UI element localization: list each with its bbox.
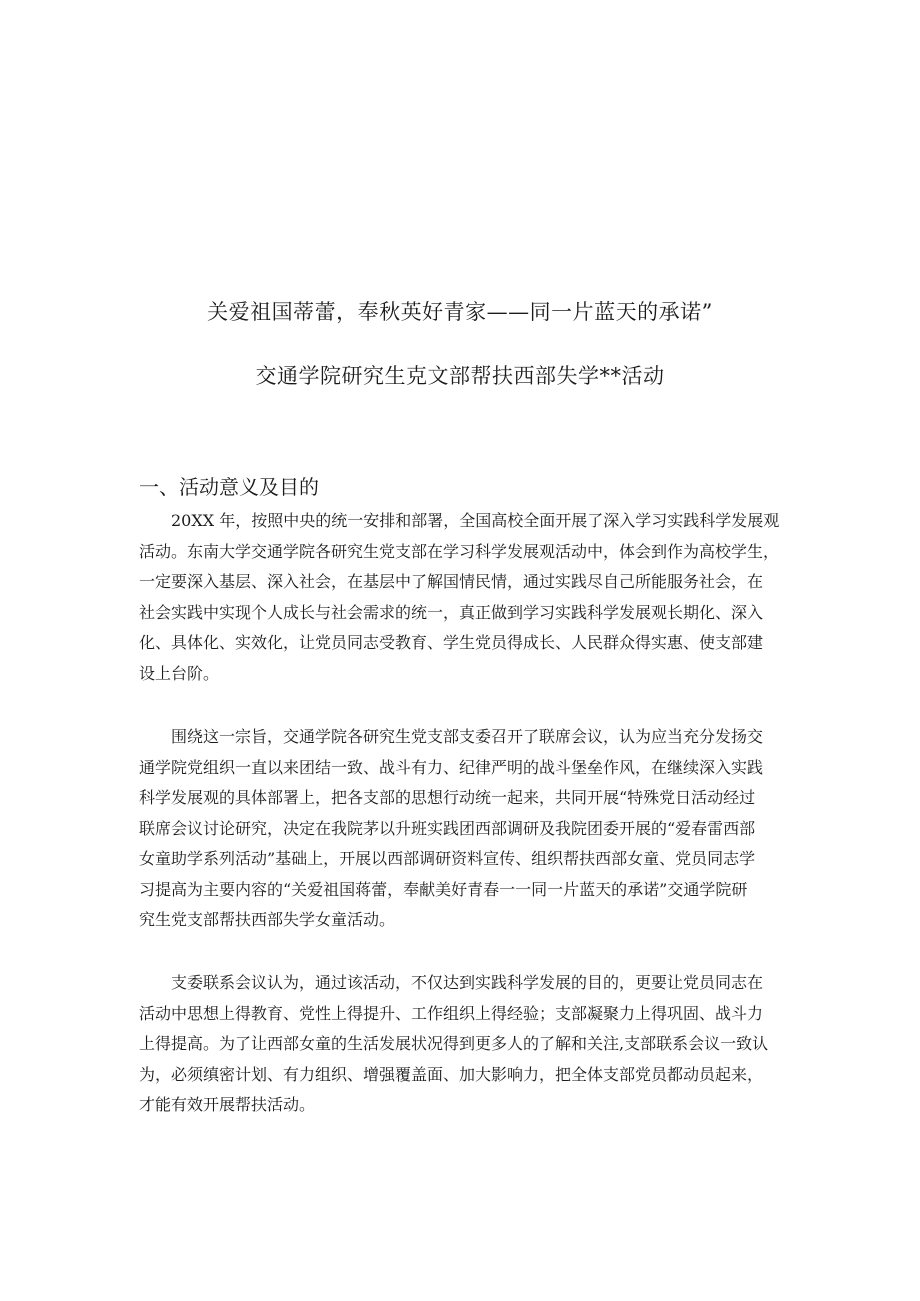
paragraph-line: 通学院党组织一直以来团结一致、战斗有力、纪律严明的战斗堡垒作风，在继续深入实践 bbox=[139, 757, 764, 777]
paragraph-line: 一定要深入基层、深入社会，在基层中了解国情民情，通过实践尽自己所能服务社会，在 bbox=[139, 572, 764, 591]
document-title-line-1: 关爱祖国蒂蕾，奉秋英好青家——同一片蓝天的承诺” bbox=[207, 300, 713, 324]
paragraph-line: 支委联系会议认为，通过该活动，不仅达到实践科学发展的目的，更要让党员同志在 bbox=[171, 973, 764, 992]
paragraph-line: 活动。东南大学交通学院各研究生党支部在学习科学发展观活动中，体会到作为高校学生， bbox=[139, 541, 780, 561]
paragraph-line: 上得提高。为了让西部女童的生活发展状况得到更多人的了解和关注,支部联系会议一致认 bbox=[139, 1034, 769, 1053]
paragraph-line: 习提高为主要内容的“关爱祖国蒋蕾，奉献美好青春一一同一片蓝天的承诺”交通学院研 bbox=[139, 879, 748, 899]
paragraph-line: 围绕这一宗旨，交通学院各研究生党支部支委召开了联席会议，认为应当充分发扬交 bbox=[171, 727, 764, 746]
document-title-line-2: 交通学院研究生克文部帮扶西部失学**活动 bbox=[255, 364, 665, 388]
paragraph-1 bbox=[139, 506, 805, 689]
paragraph-line: 女童助学系列活动”基础上，开展以西部调研资料宣传、组织帮扶西部女童、党员同志学 bbox=[139, 849, 756, 868]
paragraph-line: 社会实践中实现个人成长与社会需求的统一，真正做到学习实践科学发展观长期化、深入 bbox=[139, 602, 764, 622]
paragraph-line: 究生党支部帮扶西部失学女童活动。 bbox=[139, 910, 396, 929]
paragraph-line: 化、具体化、实效化，让党员同志受教育、学生党员得成长、人民群众得实惠、使支部建 bbox=[139, 633, 764, 652]
paragraph-line: 为，必须缜密计划、有力组织、增强覆盖面、加大影响力，把全体支部党员都动员起来， bbox=[139, 1064, 764, 1084]
paragraph-line: 联席会议讨论研究，决定在我院茅以升班实践团西部调研及我院团委开展的“爱春雷西部 bbox=[139, 818, 756, 838]
paragraph-line: 设上台阶。 bbox=[139, 663, 220, 683]
section-heading: 一、活动意义及目的 bbox=[139, 475, 319, 499]
paragraph-3 bbox=[139, 968, 805, 1121]
paragraph-line: 20XX 年，按照中央的统一安排和部署，全国高校全面开展了深入学习实践科学发展观 bbox=[171, 511, 780, 530]
paragraph-line: 科学发展观的具体部署上，把各支部的思想行动统一起来，共同开展“特殊党日活动经过 bbox=[139, 788, 756, 807]
paragraph-2 bbox=[139, 722, 805, 936]
paragraph-line: 活动中思想上得教育、党性上得提升、工作组织上得经验；支部凝聚力上得巩固、战斗力 bbox=[139, 1003, 764, 1023]
paragraph-line: 才能有效开展帮扶活动。 bbox=[139, 1095, 316, 1114]
